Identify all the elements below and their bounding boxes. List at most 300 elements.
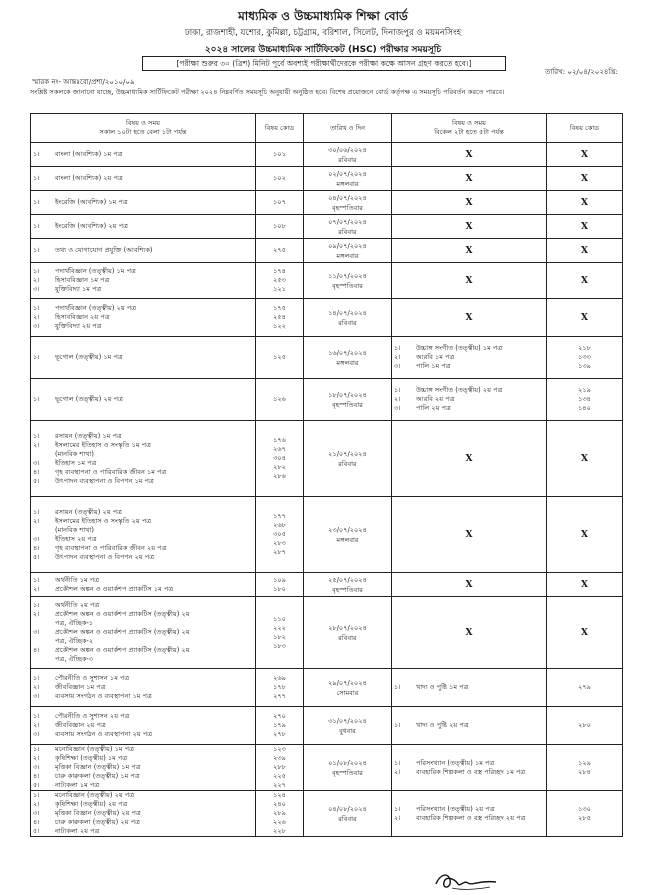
subject-name: বাংলা (আবশ্যিক) ২য় পত্র: [55, 174, 123, 182]
subject-code: ১৮০: [273, 584, 286, 593]
subject-code: ২৩৯: [273, 754, 286, 762]
subject-code: ২৭৯: [578, 683, 591, 691]
board-cities: ঢাকা, রাজশাহী, যশোর, কুমিল্লা, চট্টগ্রাম, বরিশাল, সিলেট, দিনাজপুর ও ময়মনসিংহ: [184, 28, 462, 38]
subject-code: ২২৬: [273, 818, 286, 826]
subject-code: ২৭০: [273, 712, 286, 720]
subject-name: পরিসংখ্যান (তত্ত্বীয়) ১ম পত্র: [416, 758, 495, 767]
subject-name: হিসাববিজ্ঞান ২য় পত্র: [55, 313, 110, 321]
exam-date-day: [304, 597, 392, 669]
subject-line: [33, 818, 253, 827]
subject-serial: ২।: [33, 610, 40, 618]
subject-name: পত্র, ঐচ্ছিক-৩: [55, 655, 94, 663]
subject-code: ২২২: [273, 623, 286, 632]
subject-code: ১৭৫: [273, 304, 286, 312]
table-header-row: [31, 114, 623, 143]
afternoon-codes: [547, 337, 623, 379]
subject-name: রসায়ন (তত্ত্বীয়) ১ম পত্র: [55, 431, 122, 440]
subject-code: ২৮৪: [578, 767, 591, 776]
exam-date-day: [304, 707, 392, 745]
morning-subjects: [31, 745, 256, 791]
subject-serial: ২।: [33, 440, 40, 449]
morning-subjects: [31, 707, 256, 745]
exam-day: বুধবার: [339, 726, 356, 735]
exam-date: ১৮/০৭/২০২৪: [328, 390, 367, 399]
morning-codes: [256, 669, 304, 707]
afternoon-no-exam-mark: X: [392, 239, 547, 263]
subject-code: ২৭৫: [273, 246, 286, 254]
afternoon-no-exam-mark: X: [392, 191, 547, 215]
subject-name: নাট্যকলা ১ম পত্র: [55, 781, 100, 789]
subject-code: ২৮৫: [578, 813, 591, 822]
subject-line: [33, 553, 253, 562]
afternoon-code-no-exam-mark: X: [547, 421, 623, 497]
exam-day: রবিবার: [338, 155, 357, 164]
subject-line: [33, 508, 253, 517]
exam-date-day: [304, 337, 392, 379]
afternoon-subject-line: [394, 395, 544, 404]
exam-day: মঙ্গলবার: [336, 535, 359, 544]
subject-code: ২১৯: [578, 386, 591, 394]
subject-code: ১২৪: [273, 791, 286, 799]
afternoon-codes: [547, 791, 623, 837]
subject-name: ব্যবহারিক শিল্পকলা ও বস্ত্র পরিচ্ছদ ২য় পত্র: [416, 813, 526, 822]
morning-codes: [256, 497, 304, 573]
morning-codes: [256, 707, 304, 745]
subject-code: ১৭৪: [273, 267, 286, 275]
subject-code: ১০৭: [273, 198, 286, 206]
subject-line: [33, 576, 253, 585]
subject-name: (মানবিক শাখা): [55, 525, 94, 534]
subject-line: [33, 601, 253, 610]
subject-name: যুক্তিবিদ্যা ২য় পত্র: [55, 322, 102, 330]
morning-subjects: [31, 167, 256, 191]
subject-serial: ১।: [394, 804, 401, 813]
subject-code: ১৪০: [578, 404, 591, 412]
subject-name: কৃষিশিক্ষা (তত্ত্বীয়) ১ম পত্র: [55, 754, 128, 762]
subject-name: জীববিজ্ঞান ২য় পত্র: [55, 721, 106, 729]
subject-name: পদার্থবিজ্ঞান (তত্ত্বীয়) ২য় পত্র: [55, 304, 137, 312]
subject-serial: ৪।: [33, 646, 40, 654]
subject-code: ২২৫: [273, 772, 286, 780]
afternoon-no-exam-mark: X: [392, 299, 547, 337]
subject-code: ১৩৩: [578, 353, 591, 361]
subject-code: ১৮২: [273, 632, 286, 641]
subject-code: ১৭৮: [273, 683, 286, 691]
signature: [430, 868, 502, 894]
subject-line: [33, 450, 253, 459]
subject-line: [33, 246, 253, 255]
exam-date-day: [304, 379, 392, 421]
exam-date: ২৮/০৭/২০২৪: [328, 623, 367, 632]
exam-day: রবিবার: [338, 633, 357, 642]
subject-line: [33, 198, 253, 207]
subject-code: ২৬৮: [273, 521, 286, 529]
subject-code: ১৩৪: [578, 395, 591, 403]
afternoon-subject-line: [394, 814, 544, 823]
afternoon-subject-line: [394, 404, 544, 413]
subject-line: [33, 637, 253, 646]
subject-serial: ১।: [33, 431, 40, 440]
exam-date: ১১/০৭/২০২৪: [328, 271, 367, 280]
subject-name: কৃষিশিক্ষা (তত্ত্বীয়) ২য় পত্র: [55, 800, 128, 808]
routine-body: [31, 143, 623, 837]
morning-subjects: [31, 263, 256, 299]
subject-serial: ৩।: [33, 692, 40, 700]
subject-line: [33, 395, 253, 404]
subject-code: ২৫৪: [273, 313, 286, 321]
subject-code: ১০২: [273, 174, 286, 182]
subject-line: [33, 791, 253, 800]
subject-line: [33, 772, 253, 781]
subject-serial: ১।: [33, 304, 40, 312]
subject-name: পরিসংখ্যান (তত্ত্বীয়) ২য় পত্র: [416, 804, 495, 813]
subject-serial: ১।: [33, 575, 40, 584]
exam-date: ০২/০৭/২০২৪: [328, 169, 367, 178]
subject-code: ২৬৯: [273, 674, 286, 682]
subject-line: [33, 646, 253, 655]
subject-code: ৩০৪: [273, 454, 286, 462]
subject-code: ১০৮: [273, 222, 286, 230]
exam-day: মঙ্গলবার: [336, 251, 359, 260]
subject-line: [33, 276, 253, 285]
subject-serial: ৩।: [33, 285, 40, 293]
morning-codes: [256, 573, 304, 597]
subject-serial: ১।: [33, 601, 40, 609]
subject-line: [33, 459, 253, 468]
subject-serial: ২।: [33, 800, 40, 808]
subject-line: [33, 353, 253, 362]
subject-line: [33, 800, 253, 809]
subject-name: ইসলামের ইতিহাস ও সংস্কৃতি ২য় পত্র: [55, 516, 152, 525]
exam-day: রবিবার: [338, 814, 357, 823]
table-row: [31, 191, 623, 215]
exam-date-day: [304, 573, 392, 597]
subject-name: উৎপাদন ব্যবস্থাপনা ও বিপণন ১ম পত্র: [55, 476, 154, 485]
subject-line: [33, 432, 253, 441]
exam-date-day: [304, 191, 392, 215]
afternoon-subjects: [392, 745, 547, 791]
subject-name: হিসাববিজ্ঞান ১ম পত্র: [55, 276, 110, 284]
subject-line: [33, 745, 253, 754]
afternoon-code-no-exam-mark: X: [547, 191, 623, 215]
afternoon-no-exam-mark: X: [392, 573, 547, 597]
exam-date: ০৪/০৭/২০২৪: [328, 193, 367, 202]
exam-day: রবিবার: [338, 227, 357, 236]
subject-line: [33, 222, 253, 231]
morning-subjects: [31, 669, 256, 707]
subject-code: ১৭৭: [273, 512, 286, 520]
morning-codes: [256, 263, 304, 299]
subject-serial: ২।: [33, 584, 40, 593]
table-row: [31, 791, 623, 837]
morning-codes: [256, 337, 304, 379]
afternoon-subjects: [392, 669, 547, 707]
morning-subjects: [31, 791, 256, 837]
subject-serial: ১।: [33, 745, 40, 753]
morning-subjects: [31, 143, 256, 167]
exam-date: ১৬/০৭/২০২৪: [328, 348, 367, 357]
subject-name: ইতিহাস ১ম পত্র: [55, 458, 97, 467]
afternoon-code-no-exam-mark: X: [547, 167, 623, 191]
subject-code: ১০৯: [273, 575, 286, 584]
subject-name: প্রকৌশল অঙ্কন ও ওয়ার্কশপ প্র্যাকটিস (তত্ত্বীয়) ২য়: [55, 646, 190, 654]
subject-serial: ১।: [33, 174, 40, 182]
morning-codes: [256, 167, 304, 191]
exam-day: সোমবার: [336, 688, 359, 697]
afternoon-subject-line: [394, 386, 544, 395]
exam-date-day: [304, 497, 392, 573]
morning-subjects: [31, 239, 256, 263]
table-row: [31, 379, 623, 421]
subject-line: [33, 721, 253, 730]
afternoon-subjects: [392, 379, 547, 421]
subject-line: [33, 683, 253, 692]
morning-subjects: [31, 379, 256, 421]
exam-date: ১৪/০৭/২০২৪: [328, 308, 367, 317]
exam-date: ৩১/০৭/২০২৪: [328, 716, 367, 725]
subject-line: [33, 619, 253, 628]
table-row: [31, 707, 623, 745]
subject-name: ইংরেজি (আবশ্যিক) ১ম পত্র: [55, 198, 128, 206]
afternoon-no-exam-mark: X: [392, 263, 547, 299]
subject-name: চারু কারুকলা (তত্ত্বীয়) ১ম পত্র: [55, 772, 140, 780]
subject-serial: ৩।: [33, 730, 40, 738]
subject-line: [33, 304, 253, 313]
morning-codes: [256, 745, 304, 791]
exam-date-day: [304, 299, 392, 337]
afternoon-no-exam-mark: X: [392, 167, 547, 191]
subject-name: রসায়ন (তত্ত্বীয়) ২য় পত্র: [55, 507, 122, 516]
table-row: [31, 167, 623, 191]
subject-serial: ৪।: [33, 543, 40, 552]
subject-code: ১২৯: [578, 758, 591, 767]
subject-name: গৃহ ব্যবস্থাপনা ও পারিবারিক জীবন ১ম পত্র: [55, 467, 167, 476]
subject-code: ২৮৬: [273, 472, 286, 480]
header-afternoon-subject: বিষয় ও সময় বিকেল ২টা হতে ৫টা পর্যন্ত: [392, 114, 547, 143]
afternoon-no-exam-mark: X: [392, 215, 547, 239]
table-row: [31, 421, 623, 497]
subject-name: ইসলামের ইতিহাস ও সংস্কৃতি ১ম পত্র: [55, 440, 151, 449]
exam-date-day: [304, 421, 392, 497]
subject-code: ২৭৮: [273, 730, 286, 738]
table-row: [31, 573, 623, 597]
afternoon-no-exam-mark: X: [392, 497, 547, 573]
subject-serial: ৩।: [394, 404, 401, 412]
subject-code: ১৩৯: [578, 362, 591, 370]
subject-serial: ২।: [33, 313, 40, 321]
afternoon-code-no-exam-mark: X: [547, 597, 623, 669]
subject-serial: ১।: [394, 758, 401, 767]
subject-line: [33, 150, 253, 159]
morning-codes: [256, 215, 304, 239]
exam-date: ২৯/০৭/২০২৪: [328, 678, 367, 687]
subject-line: [33, 477, 253, 486]
subject-code: ২৭৭: [273, 692, 286, 700]
exam-date: ০১/০৮/২০২৪: [328, 758, 367, 767]
morning-subjects: [31, 191, 256, 215]
subject-serial: ৩।: [33, 763, 40, 771]
subject-code: ২৮২: [273, 463, 286, 471]
subject-name: যুক্তিবিদ্যা ১ম পত্র: [55, 285, 102, 293]
subject-name: মৃত্তিকা বিজ্ঞান (তত্ত্বীয়) ১ম পত্র: [55, 763, 141, 771]
table-row: [31, 337, 623, 379]
subject-serial: ৩।: [33, 322, 40, 330]
subject-code: ২৬৭: [273, 445, 286, 453]
afternoon-subject-line: [394, 805, 544, 814]
table-row: [31, 597, 623, 669]
afternoon-no-exam-mark: X: [392, 421, 547, 497]
afternoon-subject-line: [394, 362, 544, 371]
subject-code: ১২৫: [273, 353, 286, 361]
subject-name: খাদ্য ও পুষ্টি ২য় পত্র: [416, 721, 469, 729]
exam-date-day: [304, 215, 392, 239]
subject-line: [33, 285, 253, 294]
subject-line: [33, 517, 253, 526]
subject-serial: ১।: [33, 150, 40, 158]
morning-codes: [256, 597, 304, 669]
subject-line: [33, 468, 253, 477]
subject-name: ভূগোল (তত্ত্বীয়) ১ম পত্র: [55, 353, 123, 361]
subject-name: পত্র, ঐচ্ছিক-১: [55, 619, 94, 627]
subject-serial: ১।: [33, 712, 40, 720]
subject-code: ২৪০: [273, 800, 286, 808]
header-morning-code: বিষয় কোড: [256, 114, 304, 143]
table-row: [31, 143, 623, 167]
exam-routine-table: [30, 113, 623, 837]
subject-serial: ৩।: [33, 534, 40, 543]
morning-subjects: [31, 299, 256, 337]
subject-name: জীববিজ্ঞান ১ম পত্র: [55, 683, 106, 691]
exam-day: বৃহস্পতিবার: [332, 400, 363, 409]
subject-code: ১৩০: [578, 804, 591, 813]
afternoon-code-no-exam-mark: X: [547, 263, 623, 299]
subject-serial: ৫।: [33, 781, 40, 789]
subject-serial: ২।: [33, 516, 40, 525]
subject-serial: ৫।: [33, 552, 40, 561]
exam-date: ২৫/০৭/২০২৪: [328, 575, 367, 584]
afternoon-code-no-exam-mark: X: [547, 215, 623, 239]
subject-name: অর্থনীতি ১ম পত্র: [55, 575, 100, 584]
subject-name: মৃত্তিকা বিজ্ঞান (তত্ত্বীয়) ২য় পত্র: [55, 809, 141, 817]
memo-number: স্মারক নং- আন্তঃবো/প্রশা/২০১০/০৯: [32, 78, 135, 86]
afternoon-subject-line: [394, 721, 544, 730]
subject-name: প্রকৌশল অঙ্কন ও ওয়ার্কশপ প্র্যাকটিস (তত্ত্বীয়) ২য়: [55, 628, 190, 636]
morning-codes: [256, 421, 304, 497]
table-row: [31, 263, 623, 299]
afternoon-subjects: [392, 337, 547, 379]
subject-serial: ১।: [33, 222, 40, 230]
subject-line: [33, 809, 253, 818]
subject-serial: ১।: [33, 507, 40, 516]
morning-subjects: [31, 337, 256, 379]
afternoon-subject-line: [394, 759, 544, 768]
exam-day: বৃহস্পতিবার: [332, 768, 363, 777]
subject-line: [33, 781, 253, 790]
subject-serial: ১।: [33, 791, 40, 799]
table-row: [31, 497, 623, 573]
morning-subjects: [31, 215, 256, 239]
exam-date: ০৪/০৮/২০২৪: [328, 804, 367, 813]
afternoon-codes: [547, 745, 623, 791]
subject-line: [33, 441, 253, 450]
subject-name: প্রকৌশল অঙ্কন ও ওয়ার্কশপ প্র্যাকটিস ১ম পত্র: [55, 584, 174, 593]
subject-name: ব্যবসায় সংগঠন ও ব্যবস্থাপনা ২য় পত্র: [55, 730, 153, 738]
table-row: [31, 215, 623, 239]
subject-name: পৌরনীতি ও সুশাসন ২য় পত্র: [55, 712, 130, 720]
subject-code: ১১০: [273, 614, 286, 623]
subject-code: ২৮৮: [273, 763, 286, 771]
subject-line: [33, 655, 253, 664]
exam-date-day: [304, 791, 392, 837]
subject-line: [33, 674, 253, 683]
subject-line: [33, 585, 253, 594]
subject-code: ২২৭: [273, 781, 286, 789]
subject-name: পালি ১ম পত্র: [416, 362, 451, 370]
subject-code: ২১৮: [578, 344, 591, 352]
exam-day: মঙ্গলবার: [336, 358, 359, 367]
subject-name: আরবি ১ম পত্র: [416, 353, 455, 361]
subject-name: ইতিহাস ২য় পত্র: [55, 534, 97, 543]
subject-name: পালি ২য় পত্র: [416, 404, 451, 412]
afternoon-subject-line: [394, 353, 544, 362]
subject-code: ১২৩: [273, 745, 286, 753]
exam-date: ৩০/০৬/২০২৪: [328, 145, 367, 154]
morning-codes: [256, 791, 304, 837]
exam-date: ২১/০৭/২০২৪: [328, 449, 367, 458]
subject-serial: ১।: [33, 267, 40, 275]
subject-name: ইংরেজি (আবশ্যিক) ২য় পত্র: [55, 222, 128, 230]
exam-date: ২৩/০৭/২০২৪: [328, 525, 367, 534]
subject-line: [33, 544, 253, 553]
subject-code: ১৭৬: [273, 436, 286, 444]
exam-day: মঙ্গলবার: [336, 179, 359, 188]
subject-name: উচ্চাঙ্গ সংগীত (তত্ত্বীয়) ১ম পত্র: [416, 344, 503, 352]
subject-serial: ১।: [33, 246, 40, 254]
subject-serial: ২।: [394, 353, 401, 361]
subject-code: ১২২: [273, 322, 286, 330]
subject-code: ২৮৩: [273, 539, 286, 547]
subject-name: তথ্য ও যোগাযোগ প্রযুক্তি (আবশ্যিক): [55, 246, 153, 254]
subject-line: [33, 827, 253, 836]
subject-code: ১০১: [273, 150, 286, 158]
header-morning-subject: বিষয় ও সময় সকাল ১০টা হতে বেলা ১টা পর্যন্ত: [31, 114, 256, 143]
table-row: [31, 239, 623, 263]
subject-name: খাদ্য ও পুষ্টি ১ম পত্র: [416, 683, 469, 691]
subject-serial: ৪।: [33, 772, 40, 780]
afternoon-subjects: [392, 791, 547, 837]
routine-title: ২০২৪ সালের উচ্চমাধ্যমিক সার্টিফিকেট (HSC) পরীক্ষার সময়সূচি: [204, 45, 442, 55]
exam-day: রবিবার: [338, 459, 357, 468]
morning-subjects: [31, 497, 256, 573]
exam-date-day: [304, 669, 392, 707]
subject-name: পৌরনীতি ও সুশাসন ১ম পত্র: [55, 674, 130, 682]
subject-line: [33, 526, 253, 535]
subject-serial: ৫।: [33, 476, 40, 485]
subject-name: প্রকৌশল অঙ্কন ও ওয়ার্কশপ প্র্যাকটিস (তত্ত্বীয়) ২য়: [55, 610, 190, 618]
subject-line: [33, 754, 253, 763]
exam-date: ০৭/০৭/২০২৪: [328, 217, 367, 226]
subject-serial: ৪।: [33, 818, 40, 826]
subject-serial: ১।: [33, 353, 40, 361]
subject-name: ব্যবসায় সংগঠন ও ব্যবস্থাপনা ১ম পত্র: [55, 692, 152, 700]
subject-code: ২৮০: [578, 721, 591, 729]
subject-serial: ২।: [33, 683, 40, 691]
subject-serial: ১।: [33, 198, 40, 206]
subject-serial: ২।: [33, 276, 40, 284]
subject-name: মনোবিজ্ঞান (তত্ত্বীয়) ১ম পত্র: [55, 745, 134, 753]
exam-day: বৃহস্পতিবার: [332, 203, 363, 212]
header-afternoon-code: বিষয় কোড: [547, 114, 623, 143]
